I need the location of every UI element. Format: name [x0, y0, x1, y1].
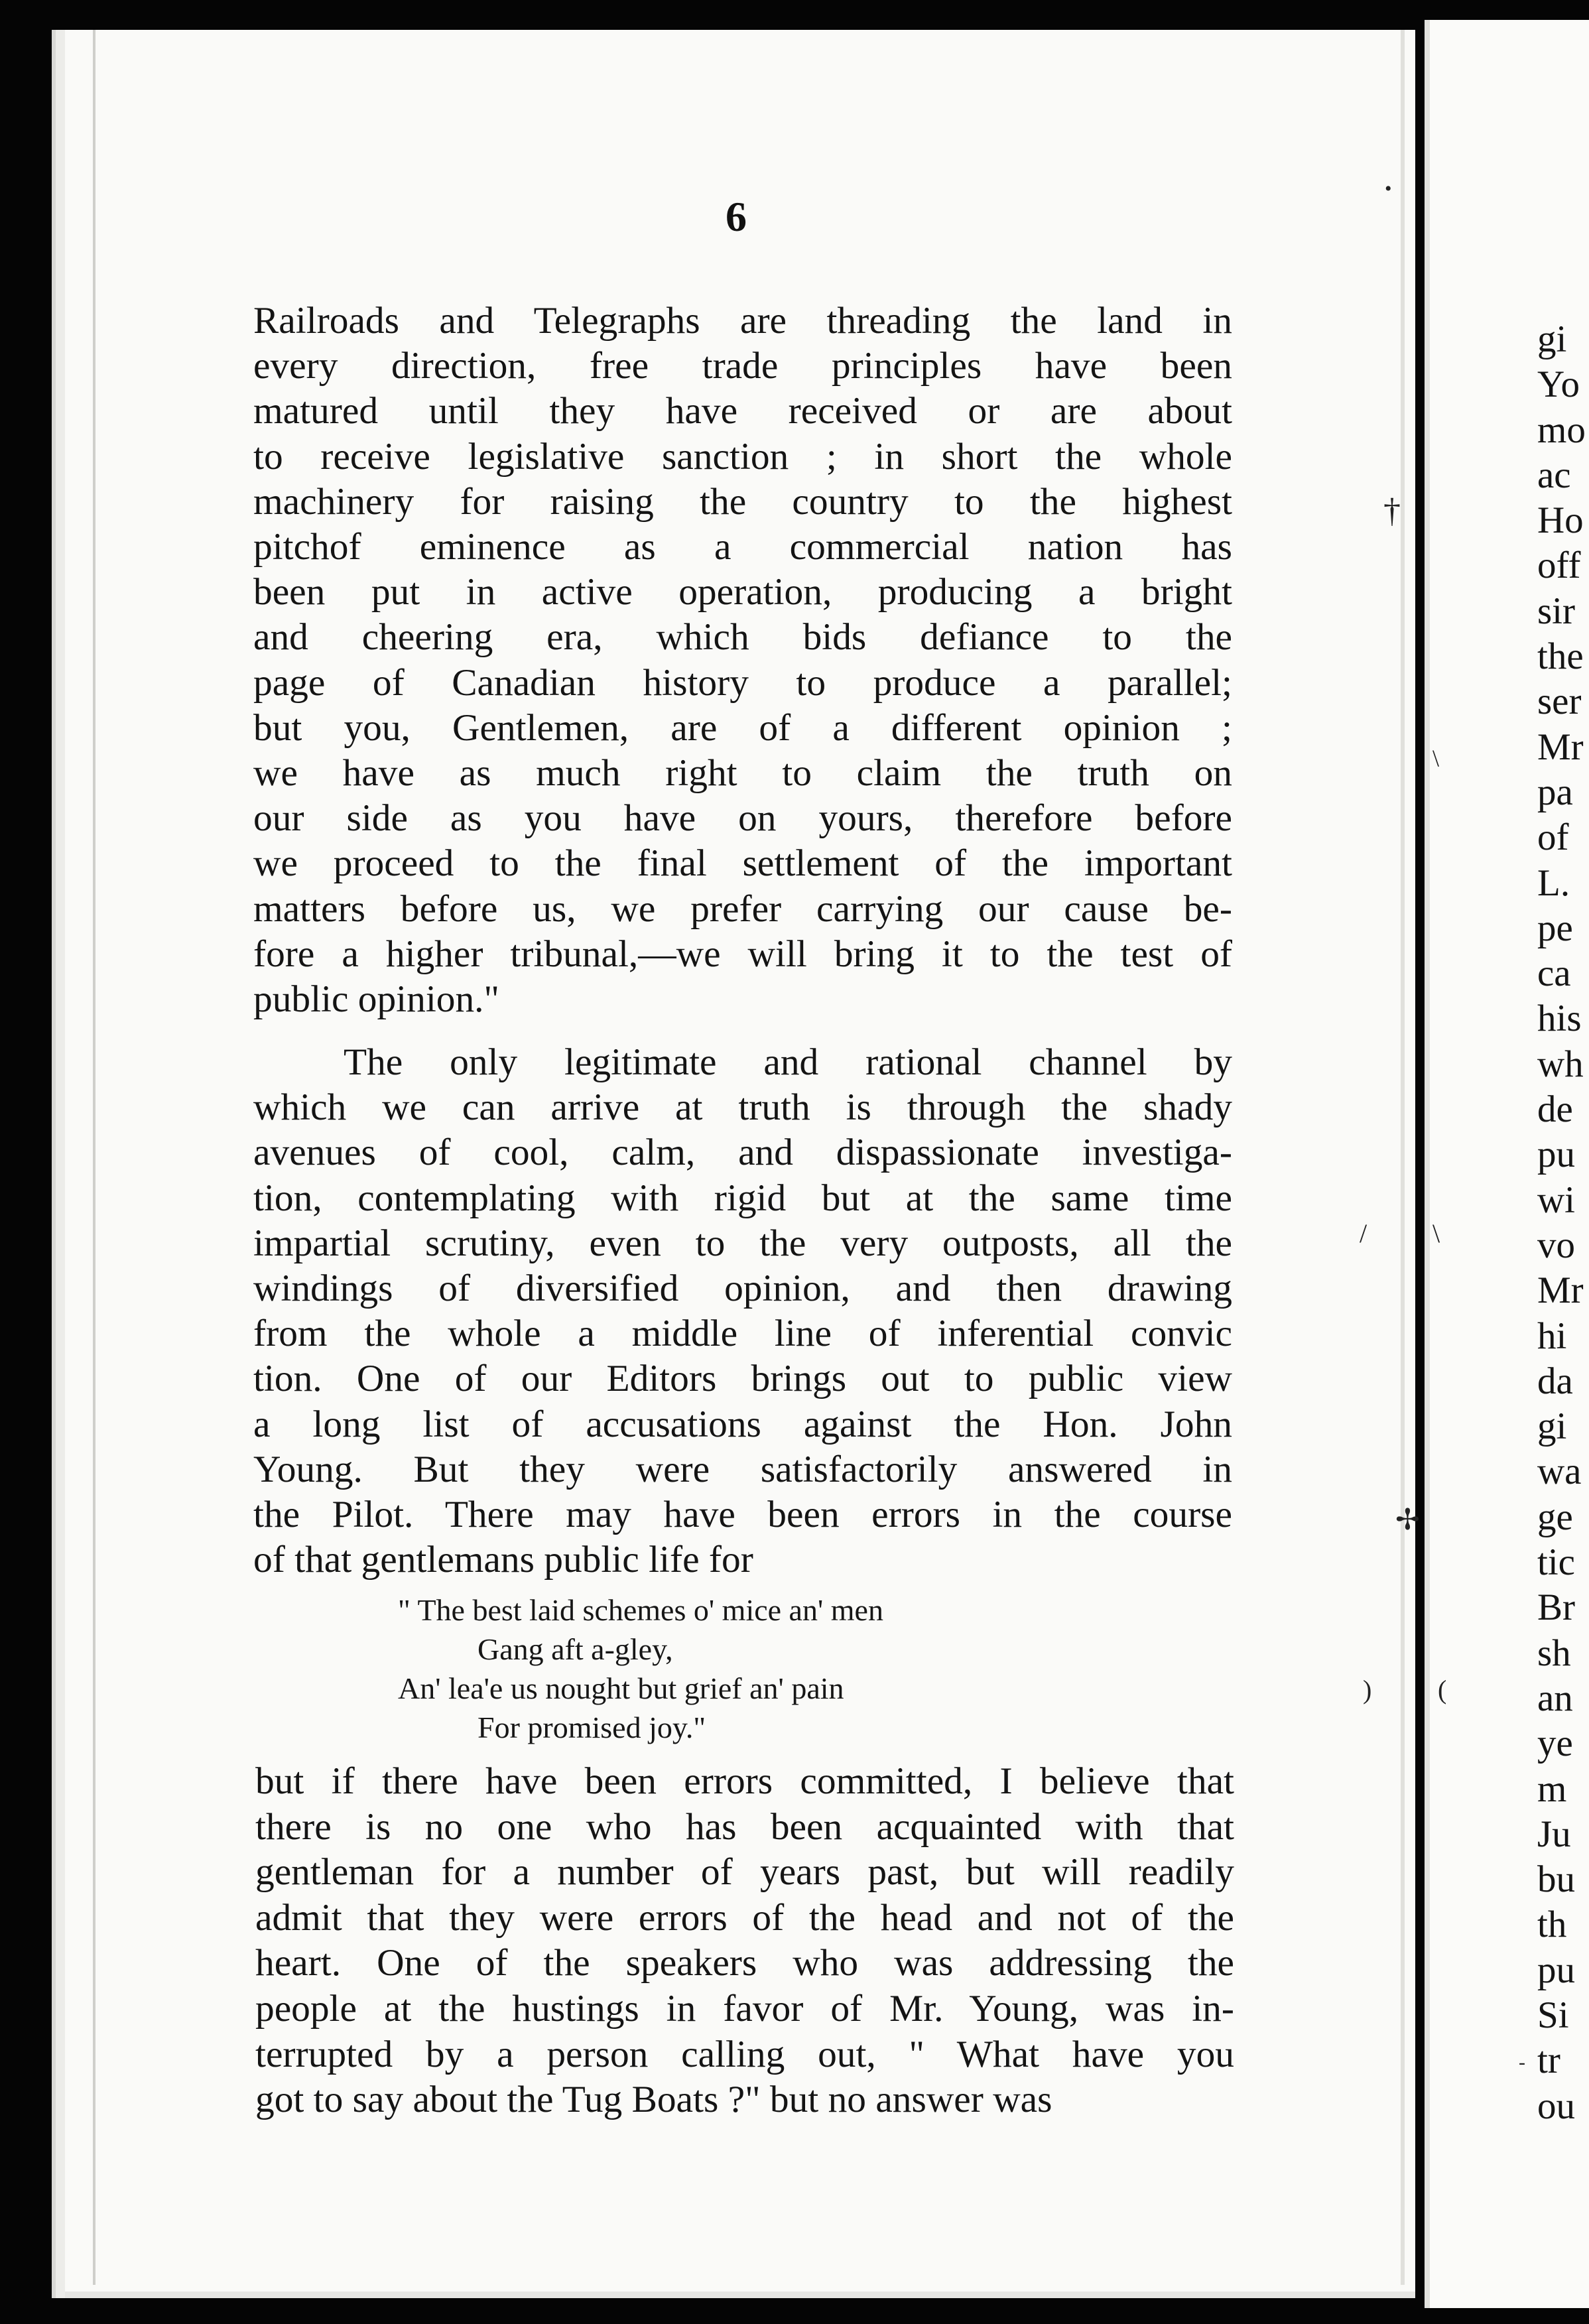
fragment-line: Br: [1537, 1586, 1575, 1629]
fragment-line: of: [1537, 816, 1569, 859]
text-line: impartial scrutiny, even to the very outposts, all the: [253, 1222, 1232, 1264]
fragment-line: th: [1537, 1904, 1567, 1946]
page-edge-line: [93, 30, 95, 2285]
poem-line: For promised joy.": [477, 1711, 706, 1744]
paragraph-3: [255, 1759, 1234, 2123]
text-line: tion, contemplating with rigid but at the same time: [253, 1177, 1232, 1219]
fragment-line: Mr: [1537, 726, 1584, 768]
poem-line: " The best laid schemes o' mice an' men: [398, 1593, 883, 1627]
fragment-line: ser: [1537, 680, 1582, 723]
fragment-line: L.: [1537, 862, 1570, 904]
fragment-line: the: [1537, 635, 1584, 678]
fragment-line: ye: [1537, 1722, 1573, 1765]
text-line: matters before us, we prefer carrying our cause be-: [253, 887, 1232, 930]
text-line: from the whole a middle line of inferential convic: [253, 1313, 1232, 1355]
text-line: matured until they have received or are about: [253, 390, 1232, 432]
fragment-line: bu: [1537, 1858, 1575, 1901]
text-line: a long list of accusations against the Hon. John: [253, 1403, 1232, 1445]
text-line: Railroads and Telegraphs are threading the land in: [253, 300, 1232, 342]
text-line: people at the hustings in favor of Mr. Young, was in-: [255, 1987, 1234, 2030]
poem-line: Gang aft a-gley,: [477, 1632, 673, 1666]
text-line: but you, Gentlemen, are of a different opinion ;: [253, 706, 1232, 749]
text-line: to receive legislative sanction ; in short the whole: [253, 435, 1232, 478]
fragment-line: sir: [1537, 590, 1575, 632]
text-line: fore a higher tribunal,—we will bring it to the test of: [253, 933, 1232, 975]
text-line: admit that they were errors of the head and not of the: [255, 1896, 1234, 1939]
fragment-line: mo: [1537, 409, 1586, 451]
gutter-speck: \: [1432, 1218, 1440, 1248]
text-line: our side as you have on yours, therefore before: [253, 797, 1232, 840]
text-line: avenues of cool, calm, and dispassionate investiga-: [253, 1131, 1232, 1174]
fragment-line: hi: [1537, 1315, 1567, 1357]
fragment-line: Yo: [1537, 363, 1580, 406]
text-line: pitchof eminence as a commercial nation has: [253, 526, 1232, 568]
fragment-line: gi: [1537, 318, 1567, 360]
gutter-speck: (: [1438, 1675, 1447, 1705]
fragment-line: his: [1537, 998, 1582, 1040]
gutter-speck: \: [1432, 745, 1440, 771]
text-line: we have as much right to claim the truth on: [253, 752, 1232, 795]
text-line: the Pilot. There may have been errors in the course: [253, 1494, 1232, 1536]
page-number: 6: [726, 193, 747, 240]
text-line: gentleman for a number of years past, but will readily: [255, 1851, 1234, 1894]
text-line: machinery for raising the country to the highest: [253, 480, 1232, 523]
text-line: got to say about the Tug Boats ?" but no answer was: [255, 2079, 1052, 2121]
fragment-line: vo: [1537, 1224, 1575, 1266]
fragment-line: tic: [1537, 1541, 1575, 1584]
gutter-speck: /: [1360, 1218, 1367, 1248]
fragment-line: Ho: [1537, 499, 1584, 542]
gutter-speck: -: [1519, 2051, 1525, 2073]
fragment-line: ge: [1537, 1496, 1573, 1538]
fragment-line: sh: [1537, 1632, 1571, 1674]
text-line: Young. But they were satisfactorily answered in: [253, 1448, 1232, 1490]
fragment-line: pu: [1537, 1949, 1575, 1991]
poem-line: An' lea'e us nought but grief an' pain: [398, 1671, 844, 1705]
fragment-line: off: [1537, 545, 1581, 587]
fragment-line: wi: [1537, 1179, 1575, 1221]
gutter-speck: †: [1383, 492, 1401, 530]
fragment-line: ou: [1537, 2085, 1575, 2127]
text-line: page of Canadian history to produce a parallel;: [253, 661, 1232, 704]
text-line: heart. One of the speakers who was addressing the: [255, 1942, 1234, 1984]
fragment-line: Ju: [1537, 1813, 1571, 1855]
text-line: terrupted by a person calling out, " What have you: [255, 2033, 1234, 2075]
fragment-line: de: [1537, 1088, 1573, 1131]
text-line: been put in active operation, producing a bright: [253, 571, 1232, 613]
gutter-edge: [1401, 30, 1405, 2285]
text-line: there is no one who has been acquainted with that: [255, 1805, 1234, 1848]
fragment-line: ca: [1537, 952, 1571, 995]
fragment-line: m: [1537, 1768, 1567, 1810]
text-line: windings of diversified opinion, and then drawing: [253, 1267, 1232, 1310]
fragment-line: gi: [1537, 1405, 1567, 1448]
paragraph-1: [253, 298, 1232, 1022]
fragment-line: Si: [1537, 1994, 1569, 2036]
text-line: public opinion.": [253, 978, 499, 1021]
text-line: but if there have been errors committed, I believe that: [255, 1760, 1234, 1802]
gutter-speck: ✢: [1395, 1504, 1420, 1536]
fragment-line: wa: [1537, 1451, 1582, 1493]
gutter-speck: ): [1363, 1675, 1372, 1705]
adjacent-page-fragments: [1537, 317, 1589, 2129]
text-line: and cheering era, which bids defiance to the: [253, 616, 1232, 659]
fragment-line: wh: [1537, 1043, 1584, 1085]
fragment-line: pu: [1537, 1133, 1575, 1176]
poem-quotation: [398, 1590, 1127, 1747]
fragment-line: pe: [1537, 907, 1573, 949]
paragraph-2: [253, 1040, 1232, 1582]
text-line: tion. One of our Editors brings out to public view: [253, 1358, 1232, 1400]
text-line: we proceed to the final settlement of the important: [253, 842, 1232, 885]
fragment-line: da: [1537, 1360, 1573, 1402]
gutter-speck: •: [1385, 178, 1392, 200]
fragment-line: ac: [1537, 454, 1571, 496]
text-line: of that gentlemans public life for: [253, 1539, 753, 1581]
fragment-line: tr: [1537, 2039, 1560, 2082]
text-line: which we can arrive at truth is through the shady: [253, 1086, 1232, 1129]
text-line: The only legitimate and rational channel by: [344, 1041, 1232, 1083]
fragment-line: an: [1537, 1677, 1573, 1719]
text-line: every direction, free trade principles have been: [253, 345, 1232, 387]
fragment-line: pa: [1537, 771, 1573, 813]
fragment-line: Mr: [1537, 1269, 1584, 1312]
